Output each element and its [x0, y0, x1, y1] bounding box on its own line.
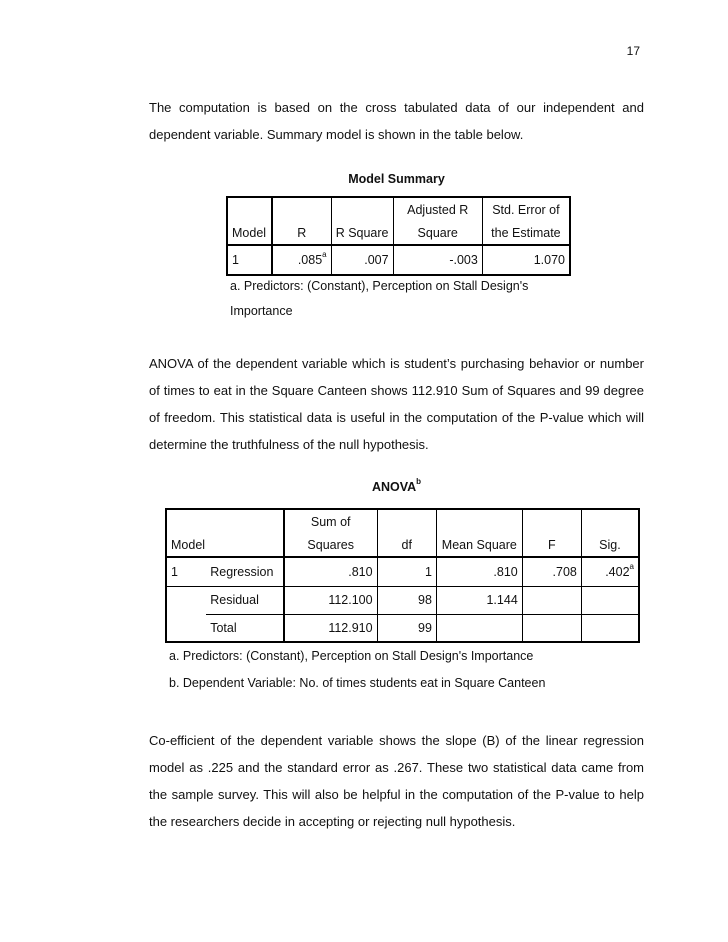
cell-row-label: Regression [206, 557, 284, 586]
cell-df: 98 [377, 586, 436, 614]
header-f: F [522, 533, 581, 557]
header-sig: Sig. [581, 533, 639, 557]
cell-mean-square: .810 [436, 557, 522, 586]
cell-row-label: Total [206, 614, 284, 642]
cell-sig [581, 557, 639, 586]
cell-row-label: Residual [206, 586, 284, 614]
paragraph-text: The computation is based on the cross tabulated data of our independent and dependent variable. Summary model is shown in the table below. [149, 100, 644, 142]
anova-title [149, 477, 644, 494]
cell-mean-square: 1.144 [436, 586, 522, 614]
cell-f: .708 [522, 557, 581, 586]
header-mean-square: Mean Square [436, 533, 522, 557]
paragraph-coefficient [149, 727, 644, 835]
cell-r-square: .007 [331, 245, 393, 275]
table-row [227, 245, 570, 275]
cell-model-number: 1 [166, 557, 206, 586]
anova-footnotes [169, 643, 545, 697]
header-model: Model [227, 221, 272, 245]
model-summary-title: Model Summary [348, 172, 445, 186]
header-r-square: R Square [331, 221, 393, 245]
paragraph-text: Co-efficient of the dependent variable shows the slope (B) of the linear regression model as .225 and the standard error as .267. These two statistical data came from the sample survey. This will also be helpful in the computation of the P-value to help the researchers decide in accepting or rejecting null hypothesis. [149, 733, 644, 829]
table-row [166, 614, 639, 642]
cell-std-error: 1.070 [482, 245, 570, 275]
header-std-error: Std. Error of [482, 197, 570, 221]
paragraph-intro [149, 94, 644, 148]
anova-title-footnote-mark: b [416, 477, 422, 486]
paragraph-anova [149, 350, 644, 458]
page-number: 17 [626, 44, 640, 58]
table-row [166, 586, 639, 614]
cell-adjusted-r-square: -.003 [393, 245, 482, 275]
cell-model: 1 [227, 245, 272, 275]
header-r: R [272, 221, 331, 245]
table-row [166, 557, 639, 586]
cell-sum-of-squares: .810 [284, 557, 377, 586]
cell-sig-value: .402 [605, 564, 630, 579]
header-df: df [377, 533, 436, 557]
anova-title-text: ANOVA [371, 480, 417, 494]
footnote-line: a. Predictors: (Constant), Perception on Stall Design's Importance [169, 649, 534, 663]
cell-df: 99 [377, 614, 436, 642]
anova-table [165, 508, 640, 643]
footnote-line: Importance [230, 304, 293, 318]
cell-sig-footnote-mark: a [629, 561, 634, 571]
header-std-error-line2: the Estimate [482, 221, 570, 245]
header-sum-of-squares-line2: Squares [284, 533, 377, 557]
cell-r-footnote-mark: a [322, 250, 327, 259]
cell-df: 1 [377, 557, 436, 586]
model-summary-footnote [230, 274, 528, 324]
cell-r [272, 245, 331, 275]
model-summary-table [226, 196, 571, 276]
footnote-line: b. Dependent Variable: No. of times students eat in Square Canteen [169, 676, 546, 690]
cell-sum-of-squares: 112.100 [284, 586, 377, 614]
header-model: Model [166, 533, 284, 557]
header-adjusted-r-square-line2: Square [393, 221, 482, 245]
header-adjusted-r-square: Adjusted R [393, 197, 482, 221]
cell-r-value: .085 [297, 253, 323, 267]
footnote-line: a. Predictors: (Constant), Perception on Stall Design's [230, 279, 529, 293]
cell-sum-of-squares: 112.910 [284, 614, 377, 642]
paragraph-text: ANOVA of the dependent variable which is student’s purchasing behavior or number of times to eat in the Square Canteen shows 112.910 Sum of Squares and 99 degree of freedom. This statistical data is useful in the computation of the P-value which will determine the truthfulness of the null hypothesis. [149, 356, 644, 452]
header-sum-of-squares: Sum of [284, 509, 377, 533]
